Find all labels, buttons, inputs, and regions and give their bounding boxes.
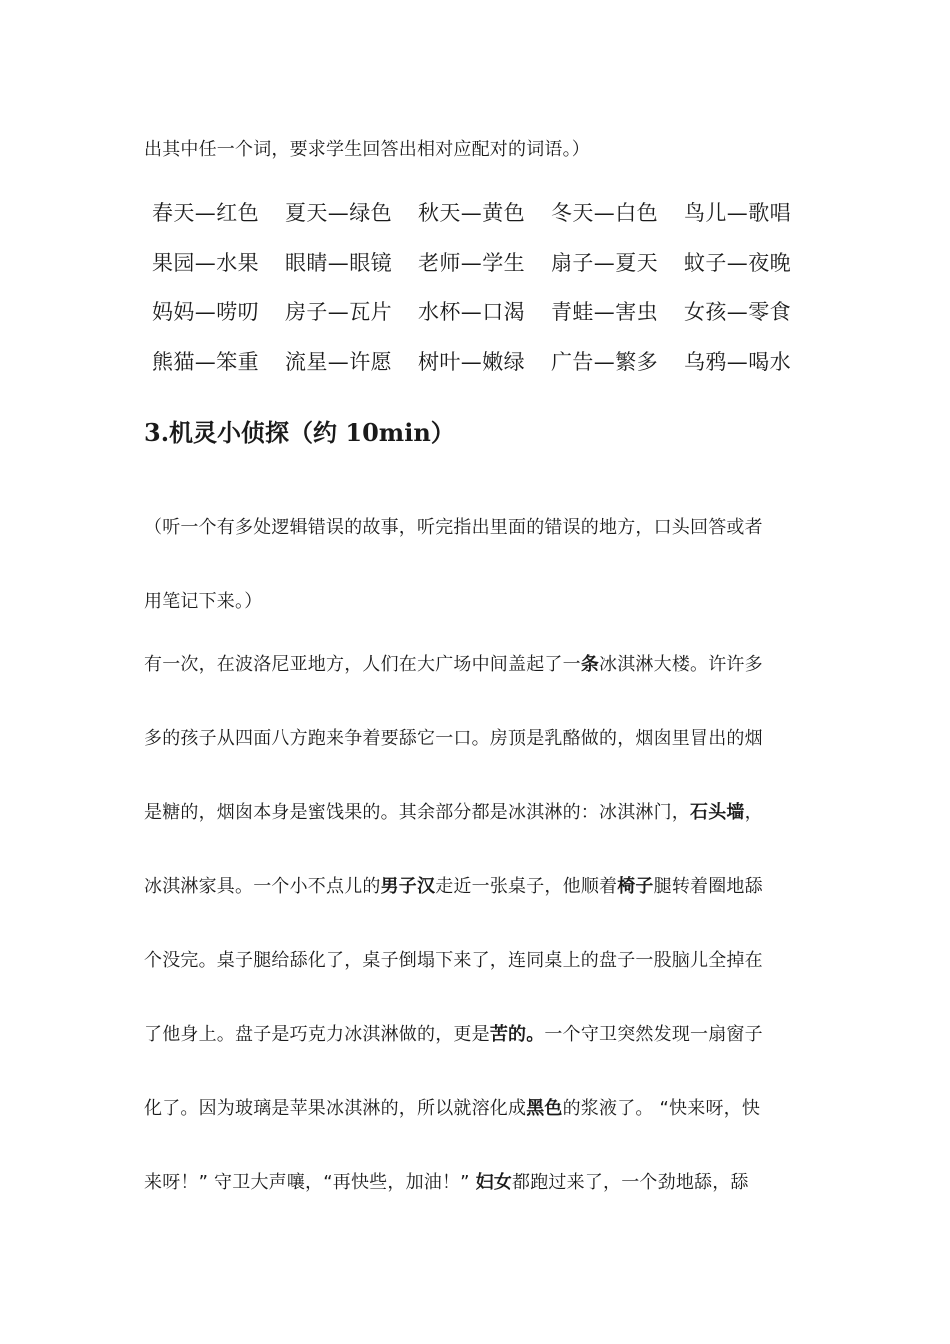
word-pair: 流星—许愿 <box>285 350 392 374</box>
highlighted-word: 苦的。 <box>489 1024 545 1045</box>
story-line: 多的孩子从四面八方跑来争着要舔它一口。房顶是乳酪做的，烟囱里冒出的烟 <box>144 728 763 749</box>
word-pair: 熊猫—笨重 <box>152 350 259 374</box>
word-pair: 妈妈—唠叨 <box>152 300 259 324</box>
word-pair: 房子—瓦片 <box>285 300 392 324</box>
highlighted-word: 椅子 <box>617 876 654 897</box>
story-line: 了他身上。盘子是巧克力冰淇淋做的，更是苦的。一个守卫突然发现一扇窗子 <box>144 1024 763 1045</box>
word-pair: 水杯—口渴 <box>418 300 525 324</box>
highlighted-word: 妇女 <box>475 1172 513 1193</box>
story-line: 化了。因为玻璃是苹果冰淇淋的，所以就溶化成黑色的浆液了。 “快来呀，快 <box>144 1098 761 1119</box>
instruction-note-line: （听一个有多处逻辑错误的故事，听完指出里面的错误的地方，口头回答或者 <box>144 517 763 538</box>
story-line: 个没完。桌子腿给舔化了，桌子倒塌下来了，连同桌上的盘子一股脑儿全掉在 <box>144 950 763 971</box>
word-pair: 女孩—零食 <box>684 300 791 324</box>
word-pair: 果园—水果 <box>152 251 259 275</box>
word-pair: 树叶—嫩绿 <box>418 350 525 374</box>
word-pair: 眼睛—眼镜 <box>285 251 392 275</box>
story-line: 有一次，在波洛尼亚地方，人们在大广场中间盖起了一条冰淇淋大楼。许许多 <box>144 654 763 675</box>
intro-line: 出其中任一个词，要求学生回答出相对应配对的词语。） <box>144 139 590 160</box>
story-line: 来呀！” 守卫大声嚷，“再快些，加油！” 妇女都跑过来了，一个劲地舔，舔 <box>144 1172 749 1193</box>
instruction-note-line: 用笔记下来。） <box>144 591 263 612</box>
story-line: 冰淇淋家具。一个小不点儿的男子汉走近一张桌子，他顺着椅子腿转着圈地舔 <box>144 876 763 897</box>
story-line: 是糖的，烟囱本身是蜜饯果的。其余部分都是冰淇淋的：冰淇淋门，石头墙， <box>144 802 763 823</box>
word-pair: 广告—繁多 <box>551 350 658 374</box>
word-pairs-row <box>152 346 812 378</box>
word-pair: 老师—学生 <box>418 251 525 275</box>
section-heading: 3.机灵小侦探（约 10min） <box>144 418 455 447</box>
word-pair: 夏天—绿色 <box>285 201 392 225</box>
word-pair: 鸟儿—歌唱 <box>684 201 791 225</box>
word-pair: 秋天—黄色 <box>418 201 525 225</box>
word-pairs-row <box>152 296 812 328</box>
highlighted-word: 条 <box>580 654 600 675</box>
highlighted-word: 石头墙 <box>690 802 745 823</box>
word-pair: 蚊子—夜晚 <box>684 251 791 275</box>
highlighted-word: 黑色 <box>526 1098 563 1119</box>
word-pair: 青蛙—害虫 <box>551 300 658 324</box>
highlighted-word: 男子汉 <box>380 876 436 897</box>
word-pair: 春天—红色 <box>152 201 259 225</box>
word-pair: 扇子—夏天 <box>551 251 658 275</box>
word-pair: 乌鸦—喝水 <box>684 350 791 374</box>
word-pairs-row <box>152 197 812 229</box>
word-pair: 冬天—白色 <box>551 201 658 225</box>
word-pairs-row <box>152 247 812 279</box>
